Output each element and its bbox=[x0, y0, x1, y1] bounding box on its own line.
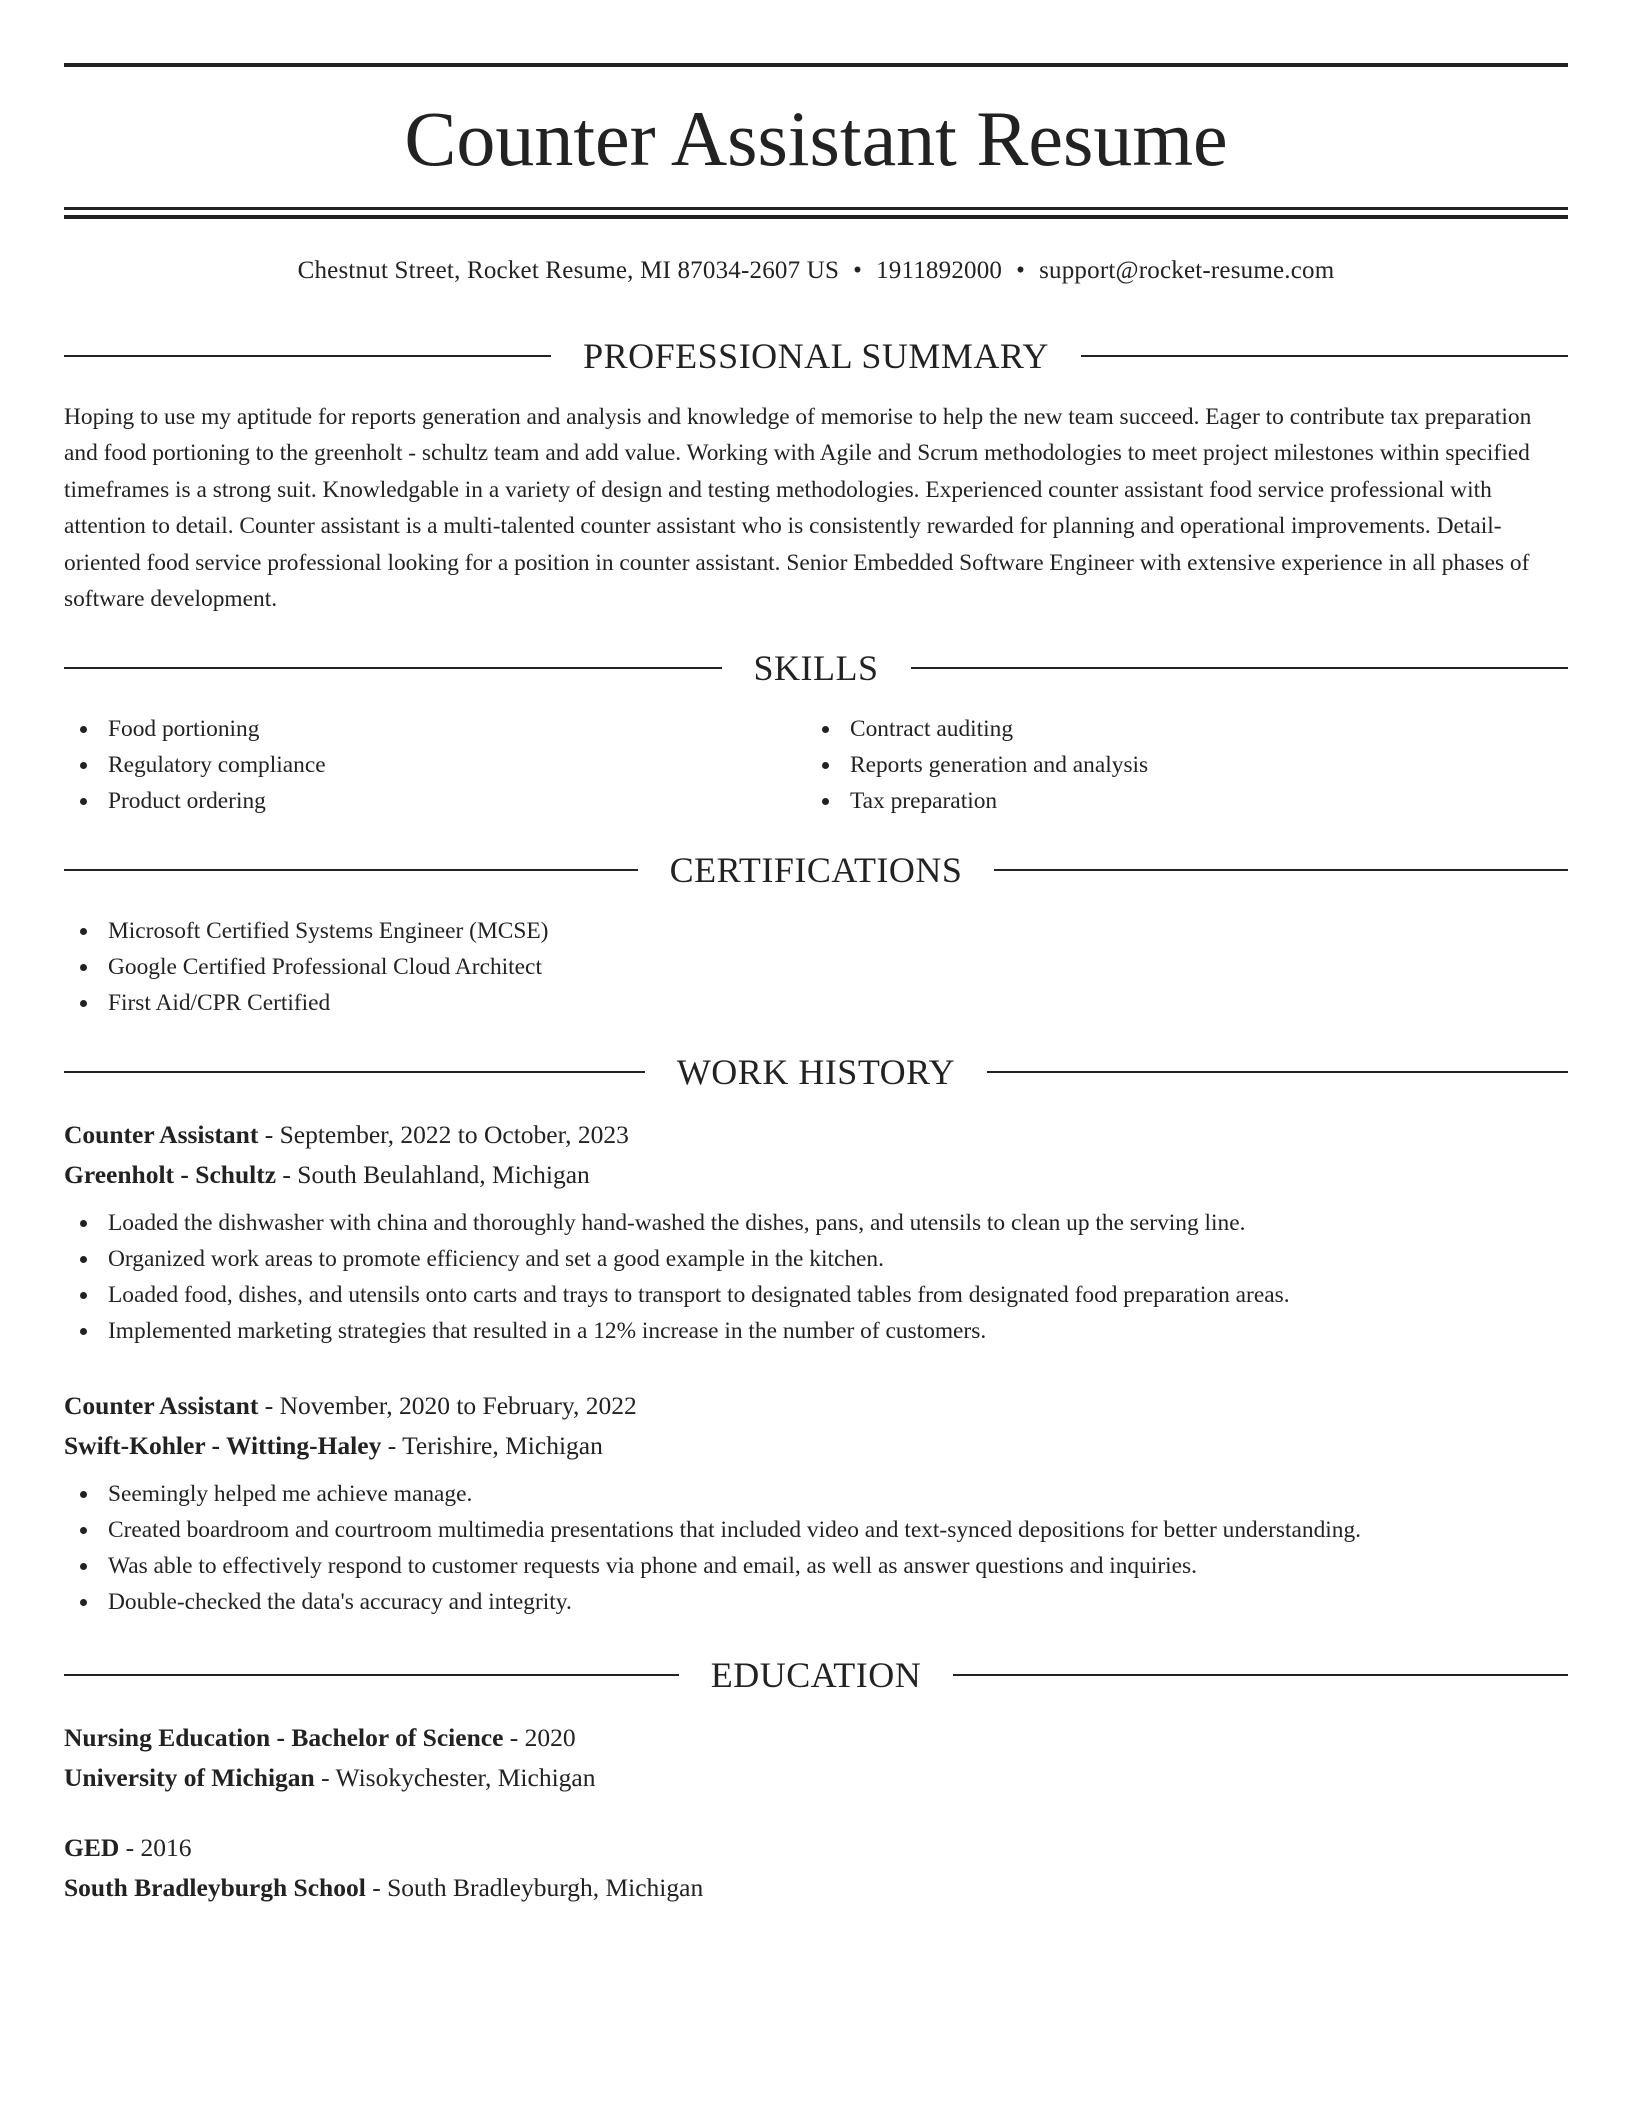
job-duty-item: Loaded food, dishes, and utensils onto carts and trays to transport to designated tables from designated food preparation areas. bbox=[64, 1277, 1568, 1313]
title-rule-upper bbox=[64, 207, 1568, 210]
section-title-work-history: WORK HISTORY bbox=[676, 1052, 956, 1092]
education-location: - Wisokychester, Michigan bbox=[321, 1763, 596, 1792]
skill-item: Product ordering bbox=[64, 783, 326, 819]
skill-item: Contract auditing bbox=[806, 711, 1148, 747]
education-degree: Nursing Education - Bachelor of Science bbox=[64, 1723, 504, 1752]
divider-line bbox=[64, 667, 722, 669]
job-duties-list bbox=[64, 1205, 1568, 1349]
divider-line bbox=[1081, 355, 1568, 357]
education-year: - 2020 bbox=[509, 1723, 576, 1752]
job-duty-item: Loaded the dishwasher with china and thoroughly hand-washed the dishes, pans, and utensils to clean up the serving line. bbox=[64, 1205, 1568, 1241]
education-degree: GED bbox=[64, 1833, 120, 1862]
section-header-certifications bbox=[64, 848, 1568, 892]
page-title: Counter Assistant Resume bbox=[404, 95, 1228, 182]
job-entry bbox=[64, 1115, 1568, 1349]
certification-item: Microsoft Certified Systems Engineer (MCSE) bbox=[64, 913, 548, 949]
certification-item: First Aid/CPR Certified bbox=[64, 985, 548, 1021]
skill-item: Tax preparation bbox=[806, 783, 1148, 819]
job-company-line bbox=[64, 1155, 1568, 1195]
job-location: - South Beulahland, Michigan bbox=[282, 1160, 590, 1189]
section-title-certifications: CERTIFICATIONS bbox=[669, 850, 963, 890]
top-rule bbox=[64, 63, 1568, 67]
skill-item: Reports generation and analysis bbox=[806, 747, 1148, 783]
job-title-line bbox=[64, 1115, 1568, 1155]
job-dates: - September, 2022 to October, 2023 bbox=[264, 1120, 629, 1149]
job-title-line bbox=[64, 1386, 1568, 1426]
job-duty-item: Seemingly helped me achieve manage. bbox=[64, 1476, 1568, 1512]
divider-line bbox=[64, 1071, 645, 1073]
section-title-summary: PROFESSIONAL SUMMARY bbox=[583, 336, 1049, 376]
job-duty-item: Organized work areas to promote efficiency and set a good example in the kitchen. bbox=[64, 1241, 1568, 1277]
education-school-line bbox=[64, 1758, 1568, 1798]
job-duty-item: Was able to effectively respond to customer requests via phone and email, as well as answer questions and inquiries. bbox=[64, 1548, 1568, 1584]
title-rule-lower bbox=[64, 215, 1568, 219]
summary-text: Hoping to use my aptitude for reports generation and analysis and knowledge of memorise to help the new team succeed. Eager to contribute tax preparation and food portioning to the greenholt - schultz team and add value. Working with Agile and Scrum methodologies to meet project milestones within specified timeframes is a strong suit. Knowledgable in a variety of design and testing methodologies. Experienced counter assistant food service professional with attention to detail. Counter assistant is a multi-talented counter assistant who is consistently rewarded for planning and operational improvements. Detail-oriented food service professional looking for a position in counter assistant. Senior Embedded Software Engineer with extensive experience in all phases of software development. bbox=[64, 404, 1532, 613]
skills-list-left bbox=[64, 711, 326, 819]
skill-item: Regulatory compliance bbox=[64, 747, 326, 783]
job-duty-item: Double-checked the data's accuracy and integrity. bbox=[64, 1584, 1568, 1620]
job-company: Swift-Kohler - Witting-Haley bbox=[64, 1431, 382, 1460]
divider-line bbox=[953, 1674, 1568, 1676]
contact-address: Chestnut Street, Rocket Resume, MI 87034-2607 US bbox=[297, 257, 840, 284]
education-year: - 2016 bbox=[125, 1833, 192, 1862]
education-degree-line bbox=[64, 1828, 1568, 1868]
skill-item: Food portioning bbox=[64, 711, 326, 747]
contact-separator: • bbox=[1016, 257, 1026, 284]
job-company: Greenholt - Schultz bbox=[64, 1160, 277, 1189]
job-duty-item: Implemented marketing strategies that resulted in a 12% increase in the number of customers. bbox=[64, 1313, 1568, 1349]
skills-list-right bbox=[806, 711, 1148, 819]
job-title: Counter Assistant bbox=[64, 1120, 259, 1149]
section-title-skills: SKILLS bbox=[753, 648, 879, 688]
job-dates: - November, 2020 to February, 2022 bbox=[264, 1391, 637, 1420]
contact-phone: 1911892000 bbox=[876, 257, 1003, 284]
certification-item: Google Certified Professional Cloud Architect bbox=[64, 949, 548, 985]
education-entry bbox=[64, 1718, 1568, 1798]
contact-separator: • bbox=[853, 257, 863, 284]
divider-line bbox=[911, 667, 1569, 669]
contact-email: support@rocket-resume.com bbox=[1039, 257, 1335, 284]
divider-line bbox=[987, 1071, 1568, 1073]
education-school: University of Michigan bbox=[64, 1763, 315, 1792]
section-header-skills bbox=[64, 646, 1568, 690]
section-header-education bbox=[64, 1653, 1568, 1697]
education-school-line bbox=[64, 1868, 1568, 1908]
section-header-summary bbox=[64, 334, 1568, 378]
education-degree-line bbox=[64, 1718, 1568, 1758]
divider-line bbox=[64, 1674, 679, 1676]
education-entry bbox=[64, 1828, 1568, 1908]
education-location: - South Bradleyburgh, Michigan bbox=[372, 1873, 704, 1902]
job-duty-item: Created boardroom and courtroom multimedia presentations that included video and text-synced depositions for better understanding. bbox=[64, 1512, 1568, 1548]
job-entry bbox=[64, 1386, 1568, 1620]
education-school: South Bradleyburgh School bbox=[64, 1873, 366, 1902]
contact-line bbox=[64, 253, 1568, 289]
job-company-line bbox=[64, 1426, 1568, 1466]
divider-line bbox=[64, 355, 551, 357]
section-header-work-history bbox=[64, 1050, 1568, 1094]
section-title-education: EDUCATION bbox=[710, 1655, 922, 1695]
job-duties-list bbox=[64, 1476, 1568, 1620]
divider-line bbox=[994, 869, 1568, 871]
certifications-list bbox=[64, 913, 548, 1021]
job-location: - Terishire, Michigan bbox=[387, 1431, 603, 1460]
divider-line bbox=[64, 869, 638, 871]
job-title: Counter Assistant bbox=[64, 1391, 259, 1420]
